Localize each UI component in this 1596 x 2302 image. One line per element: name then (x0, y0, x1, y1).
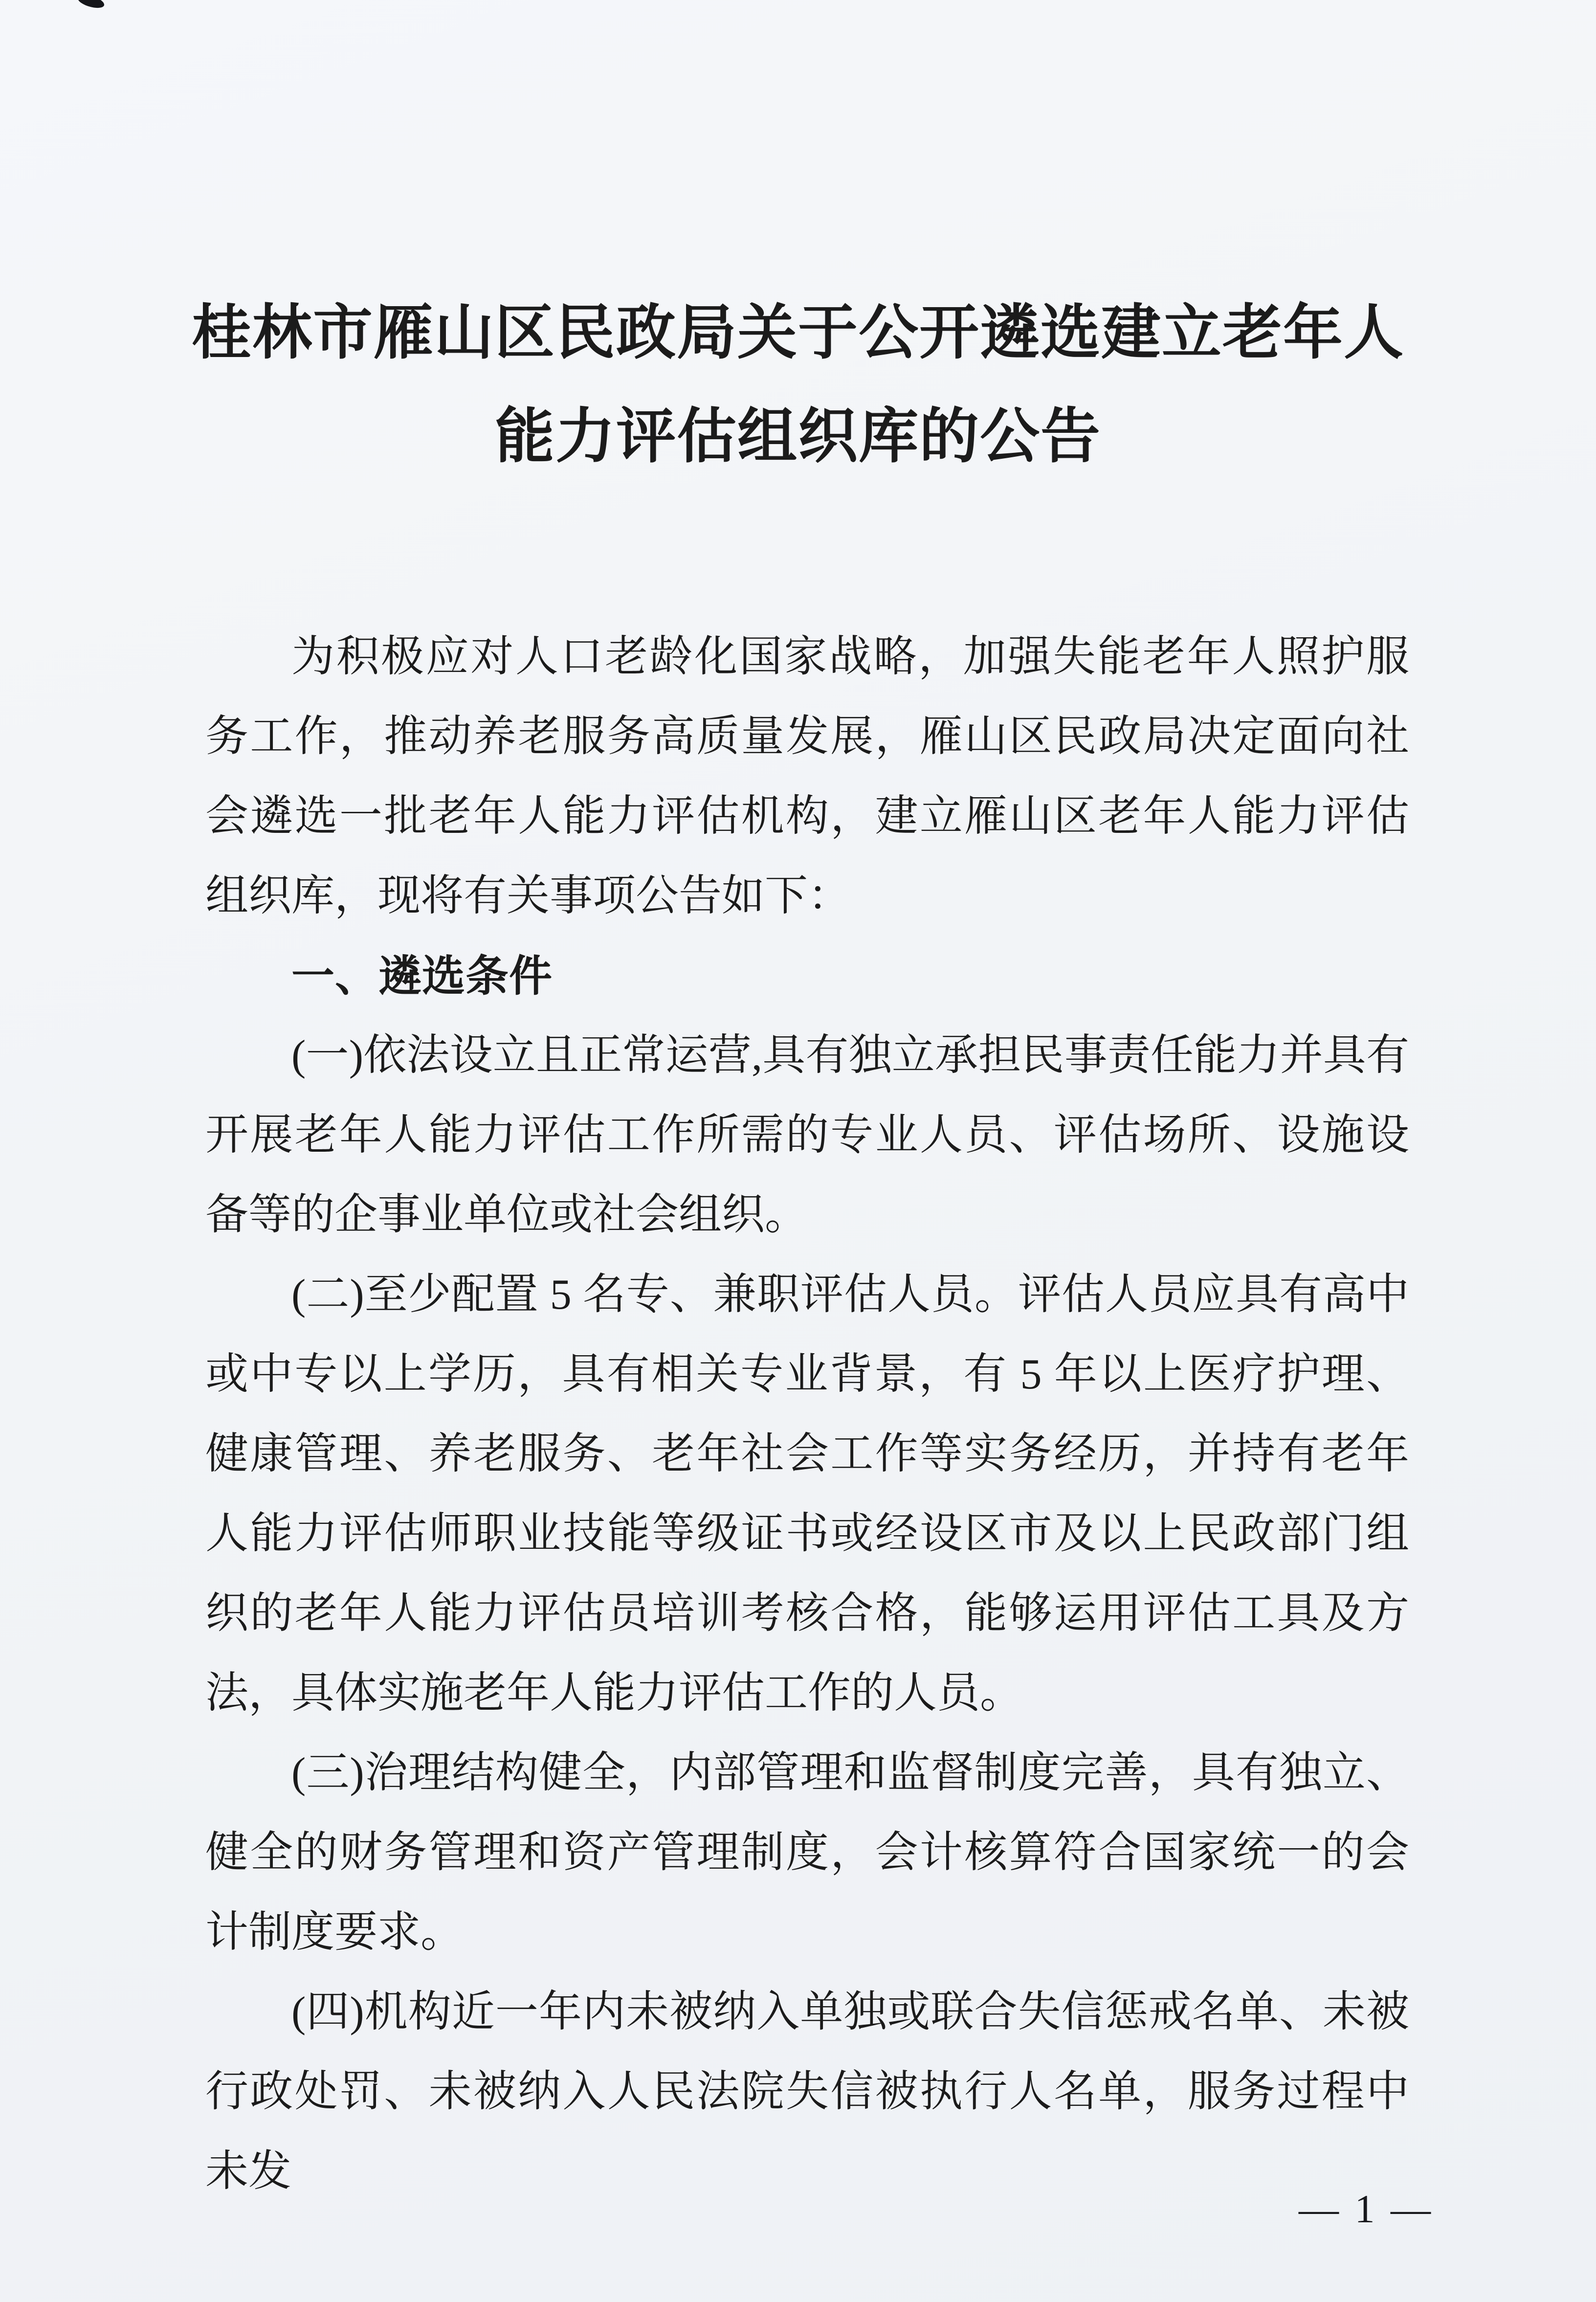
paragraph-criterion-4: (四)机构近一年内未被纳入单独或联合失信惩戒名单、未被行政处罚、未被纳入人民法院失信被执行人名单，服务过程中未发 (205, 1989, 1409, 2195)
document-title-line-1: 桂林市雁山区民政局关于公开遴选建立老年人 (192, 300, 1404, 366)
document-body (205, 617, 1409, 2212)
paragraph-intro: 为积极应对人口老龄化国家战略，加强失能老年人照护服务工作，推动养老服务高质量发展，雁山区民政局决定面向社会遴选一批老年人能力评估机构，建立雁山区老年人能力评估组织库，现将有关事项公告如下： (205, 633, 1409, 920)
page-number: — 1 — (1299, 2187, 1434, 2231)
section-heading-selection-criteria: 一、遴选条件 (291, 952, 553, 1000)
paragraph-criterion-1: (一)依法设立且正常运营,具有独立承担民事责任能力并具有开展老年人能力评估工作所需的专业人员、评估场所、设施设备等的企事业单位或社会组织。 (205, 1032, 1409, 1239)
document-title (123, 282, 1473, 489)
document-title-line-2: 能力评估组织库的公告 (495, 404, 1101, 470)
scan-artifact (76, 0, 106, 10)
paragraph-criterion-2: (二)至少配置 5 名专、兼职评估人员。评估人员应具有高中或中专以上学历，具有相关专业背景，有 5 年以上医疗护理、健康管理、养老服务、老年社会工作等实务经历，并持有老年人能力评估师职业技能等级证书或经设区市及以上民政部门组织的老年人能力评估员培训考核合格，能够运用评估工具及方法，具体实施老年人能力评估工作的人员。 (205, 1271, 1409, 1717)
paragraph-criterion-3: (三)治理结构健全，内部管理和监督制度完善，具有独立、健全的财务管理和资产管理制度，会计核算符合国家统一的会计制度要求。 (205, 1749, 1409, 1956)
